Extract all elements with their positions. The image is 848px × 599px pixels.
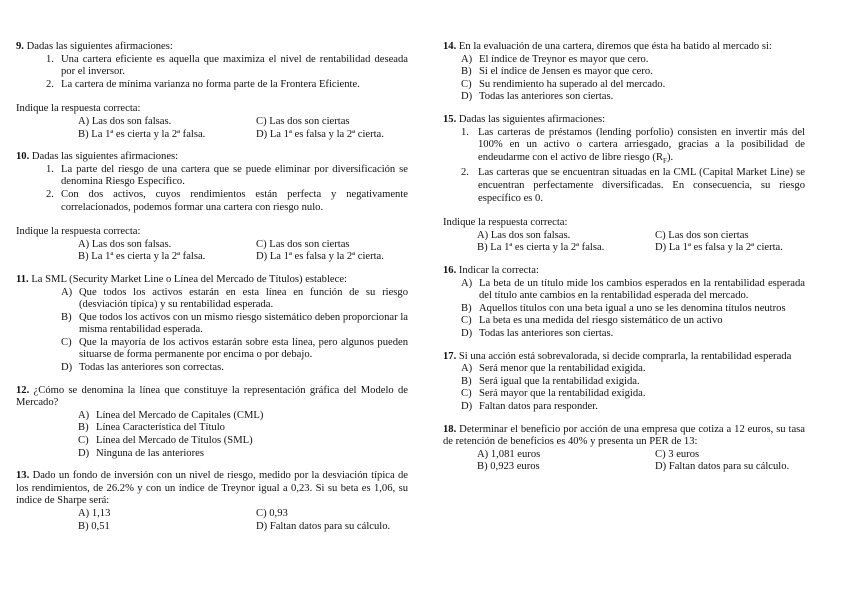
option: B) Será igual que la rentabilidad exigida. — [461, 375, 640, 387]
statement-list — [443, 127, 805, 206]
option: B) La 1ª es cierta y la 2ª falsa. — [78, 128, 206, 140]
answer-prompt: Indique la respuesta correcta: — [16, 103, 141, 115]
question-text: 10. Dadas las siguientes afirmaciones: — [16, 151, 179, 163]
right-column — [443, 41, 805, 484]
option: D) Todas las anteriores son ciertas. — [461, 91, 614, 103]
option: D) Ninguna de las anteriores — [78, 447, 204, 459]
option: A) Será menor que la rentabilidad exigida. — [461, 363, 646, 375]
statement: 1. La parte del riesgo de una cartera que se puede eliminar por diversificación se denomina Riesgo Específico. — [46, 163, 408, 188]
question-18 — [443, 424, 805, 474]
option: A) La beta de un título mide los cambios esperados en la rentabilidad esperada del título ante cambios en la rentabilidad esperada del mercado. — [461, 277, 805, 302]
question-text: 9. Dadas las siguientes afirmaciones: — [16, 41, 173, 52]
statement: 2. Las carteras que se encuentran situadas en la CML (Capital Market Line) se encuentran perfectamente diversificadas. En consecuencia, su riesgo específico es 0. — [461, 167, 805, 204]
question-text: 16. Indicar la correcta: — [443, 265, 539, 277]
option: C) La beta es una medida del riesgo sistemático de un activo — [461, 315, 723, 327]
answer-prompt: Indique la respuesta correcta: — [443, 217, 568, 229]
left-column — [16, 41, 408, 543]
question-12 — [16, 385, 408, 461]
option: D) Todas las anteriores son correctas. — [61, 362, 224, 374]
statement: 1. Las carteras de préstamos (lending porfolio) consisten en invertir más del 100% en un activo o cartera arriesgado, gracias a la posibilidad de endeudarme con el activo de libre riesgo $(R_F)$. — [461, 126, 805, 165]
option: B) Que todos los activos con un mismo riesgo sistemático deben proporcionar la misma rentabilidad esperada. — [61, 311, 408, 336]
question-16 — [443, 265, 805, 341]
answer-options — [443, 230, 805, 255]
option: A) Que todos los activos estarán en esta línea en función de su riesgo (desviación típica) y su rentabilidad esperada. — [61, 286, 408, 311]
statement: 2. Con dos activos, cuyos rendimientos están perfecta y negativamente correlacionados, podemos formar una cartera con riesgo nulo. — [46, 188, 408, 213]
question-text: 11. La SML (Security Market Line o Línea del Mercado de Títulos) establece: — [16, 273, 347, 285]
question-13 — [16, 470, 408, 533]
option: B) Línea Característica del Título — [78, 422, 225, 434]
option: B) La 1ª es cierta y la 2ª falsa. — [477, 242, 605, 254]
option: C) 0,93 — [256, 508, 288, 519]
option: A) 1,13 — [78, 508, 111, 519]
option: D) Todas las anteriores son ciertas. — [461, 327, 614, 339]
statement: 2. La cartera de mínima varianza no forma parte de la Frontera Eficiente. — [46, 78, 360, 90]
option: C) Será mayor que la rentabilidad exigida. — [461, 388, 646, 400]
option: D) La 1ª es falsa y la 2ª cierta. — [256, 251, 384, 263]
option: A) Las dos son falsas. — [477, 229, 571, 241]
answer-options — [16, 116, 408, 141]
answer-options — [443, 363, 805, 413]
question-15 — [443, 114, 805, 255]
option: D) Faltan datos para responder. — [461, 400, 598, 412]
option: C) Que la mayoría de los activos estarán sobre esta línea, pero algunos pueden situarse de forma permanente por encima o por debajo. — [61, 336, 408, 361]
option: A) Las dos son falsas. — [78, 238, 172, 250]
statement-list — [16, 54, 408, 92]
option: B) 0,923 euros — [477, 461, 540, 473]
option: B) La 1ª es cierta y la 2ª falsa. — [78, 251, 206, 263]
option: C) 3 euros — [655, 448, 700, 460]
answer-options — [16, 410, 408, 460]
question-text: 13. Dado un fondo de inversión con un nivel de riesgo, medido por la desviación típica de los rendimientos, de 26.2% y con un índice de Treynor igual a 0,23. Si su beta es 1,06, su índice de Sharpe será: — [16, 470, 408, 507]
option: C) Las dos son ciertas — [256, 238, 350, 250]
question-9 — [16, 41, 408, 141]
answer-prompt: Indique la respuesta correcta: — [16, 226, 141, 238]
question-text: 14. En la evaluación de una cartera, diremos que ésta ha batido al mercado si: — [443, 41, 772, 52]
option: B) Aquellos títulos con una beta igual a uno se les denomina títulos neutros — [461, 302, 786, 314]
option: B) Si el índice de Jensen es mayor que cero. — [461, 66, 653, 78]
statement: 1. Una cartera eficiente es aquella que maximiza el nivel de rentabilidad deseada por el inversor. — [46, 53, 408, 78]
question-text: 15. Dadas las siguientes afirmaciones: — [443, 113, 606, 125]
question-17 — [443, 351, 805, 414]
question-text: 18. Determinar el beneficio por acción de una empresa que cotiza a 12 euros, su tasa de retención de beneficios es 40% y presenta un PER de 13: — [443, 423, 805, 448]
option: D) La 1ª es falsa y la 2ª cierta. — [655, 242, 783, 254]
option: A) 1,081 euros — [477, 448, 541, 460]
option: C) Línea del Mercado de Títulos (SML) — [78, 435, 253, 447]
question-14 — [443, 41, 805, 104]
option: D) La 1ª es falsa y la 2ª cierta. — [256, 128, 384, 140]
option: A) Línea del Mercado de Capitales (CML) — [78, 409, 264, 421]
answer-options — [443, 449, 805, 474]
option: C) Las dos son ciertas — [655, 229, 749, 241]
answer-options — [16, 508, 408, 533]
answer-options — [16, 239, 408, 264]
question-text: 12. ¿Cómo se denomina la línea que constituye la representación gráfica del Modelo de Mercado? — [16, 384, 408, 409]
question-11 — [16, 274, 408, 375]
answer-options — [443, 54, 805, 104]
option: C) Las dos son ciertas — [256, 115, 350, 127]
question-text: 17. Si una acción está sobrevalorada, si decide comprarla, la rentabilidad esperada — [443, 350, 792, 362]
question-10 — [16, 151, 408, 264]
option: B) 0,51 — [78, 520, 110, 532]
statement-list — [16, 164, 408, 214]
option: A) Las dos son falsas. — [78, 115, 172, 127]
option: D) Faltan datos para su cálculo. — [655, 461, 790, 473]
option: A) El índice de Treynor es mayor que cero. — [461, 53, 649, 65]
option: C) Su rendimiento ha superado al del mercado. — [461, 78, 666, 90]
answer-options — [16, 287, 408, 375]
option: D) Faltan datos para su cálculo. — [256, 520, 391, 532]
answer-options — [443, 278, 805, 341]
